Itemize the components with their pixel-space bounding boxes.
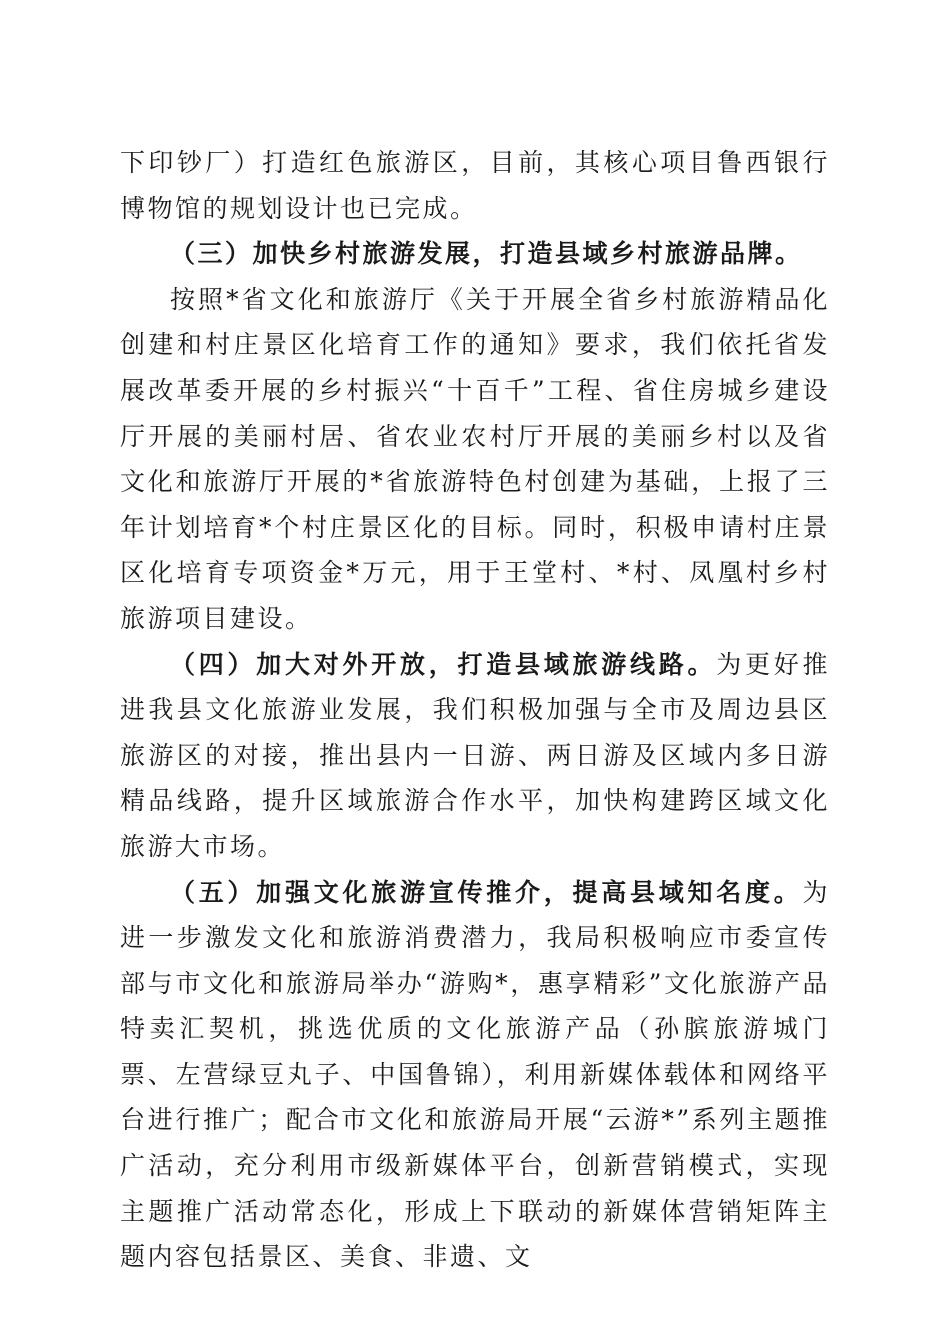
document-body: [120, 140, 830, 1280]
paragraph-section-five: [120, 870, 830, 1280]
section-heading-text: （四）加大对外开放，打造县域旅游线路。: [170, 649, 717, 679]
paragraph-section-four: [120, 642, 830, 870]
paragraph-text: 按照*省文化和旅游厅《关于开展全省乡村旅游精品化创建和村庄景区化培育工作的通知》要求，我们依托省发展改革委开展的乡村振兴“十百千”工程、省住房城乡建设厅开展的美丽村居、省农业农村厅开展的美丽乡村以及省文化和旅游厅开展的*省旅游特色村创建为基础，上报了三年计划培育*个村庄景区化的目标。同时，积极申请村庄景区化培育专项资金*万元，用于王堂村、*村、凤凰村乡村旅游项目建设。: [120, 284, 830, 633]
section-heading-text: （五）加强文化旅游宣传推介，提高县域知名度。: [170, 877, 803, 907]
section-heading-text: （三）加快乡村旅游发展，打造县域乡村旅游品牌。: [170, 239, 803, 269]
paragraph-text: 下印钞厂）打造红色旅游区，目前，其核心项目鲁西银行博物馆的规划设计也已完成。: [120, 148, 830, 223]
paragraph-rural-tourism: [120, 277, 830, 642]
paragraph-continuation: [120, 140, 830, 231]
paragraph-text: 为更好推进我县文化旅游业发展，我们积极加强与全市及周边县区旅游区的对接，推出县内一日游、两日游及区域内多日游精品线路，提升区域旅游合作水平，加快构建跨区域文化旅游大市场。: [120, 649, 830, 861]
paragraph-text: 为进一步激发文化和旅游消费潜力，我局积极响应市委宣传部与市文化和旅游局举办“游购*，惠享精彩”文化旅游产品特卖汇契机，挑选优质的文化旅游产品（孙膑旅游城门票、左营绿豆丸子、中国鲁锦），利用新媒体载体和网络平台进行推广；配合市文化和旅游局开展“云游*”系列主题推广活动，充分利用市级新媒体平台，创新营销模式，实现主题推广活动常态化，形成上下联动的新媒体营销矩阵主题内容包括景区、美食、非遗、文: [120, 877, 830, 1272]
section-heading-three: [120, 231, 830, 277]
